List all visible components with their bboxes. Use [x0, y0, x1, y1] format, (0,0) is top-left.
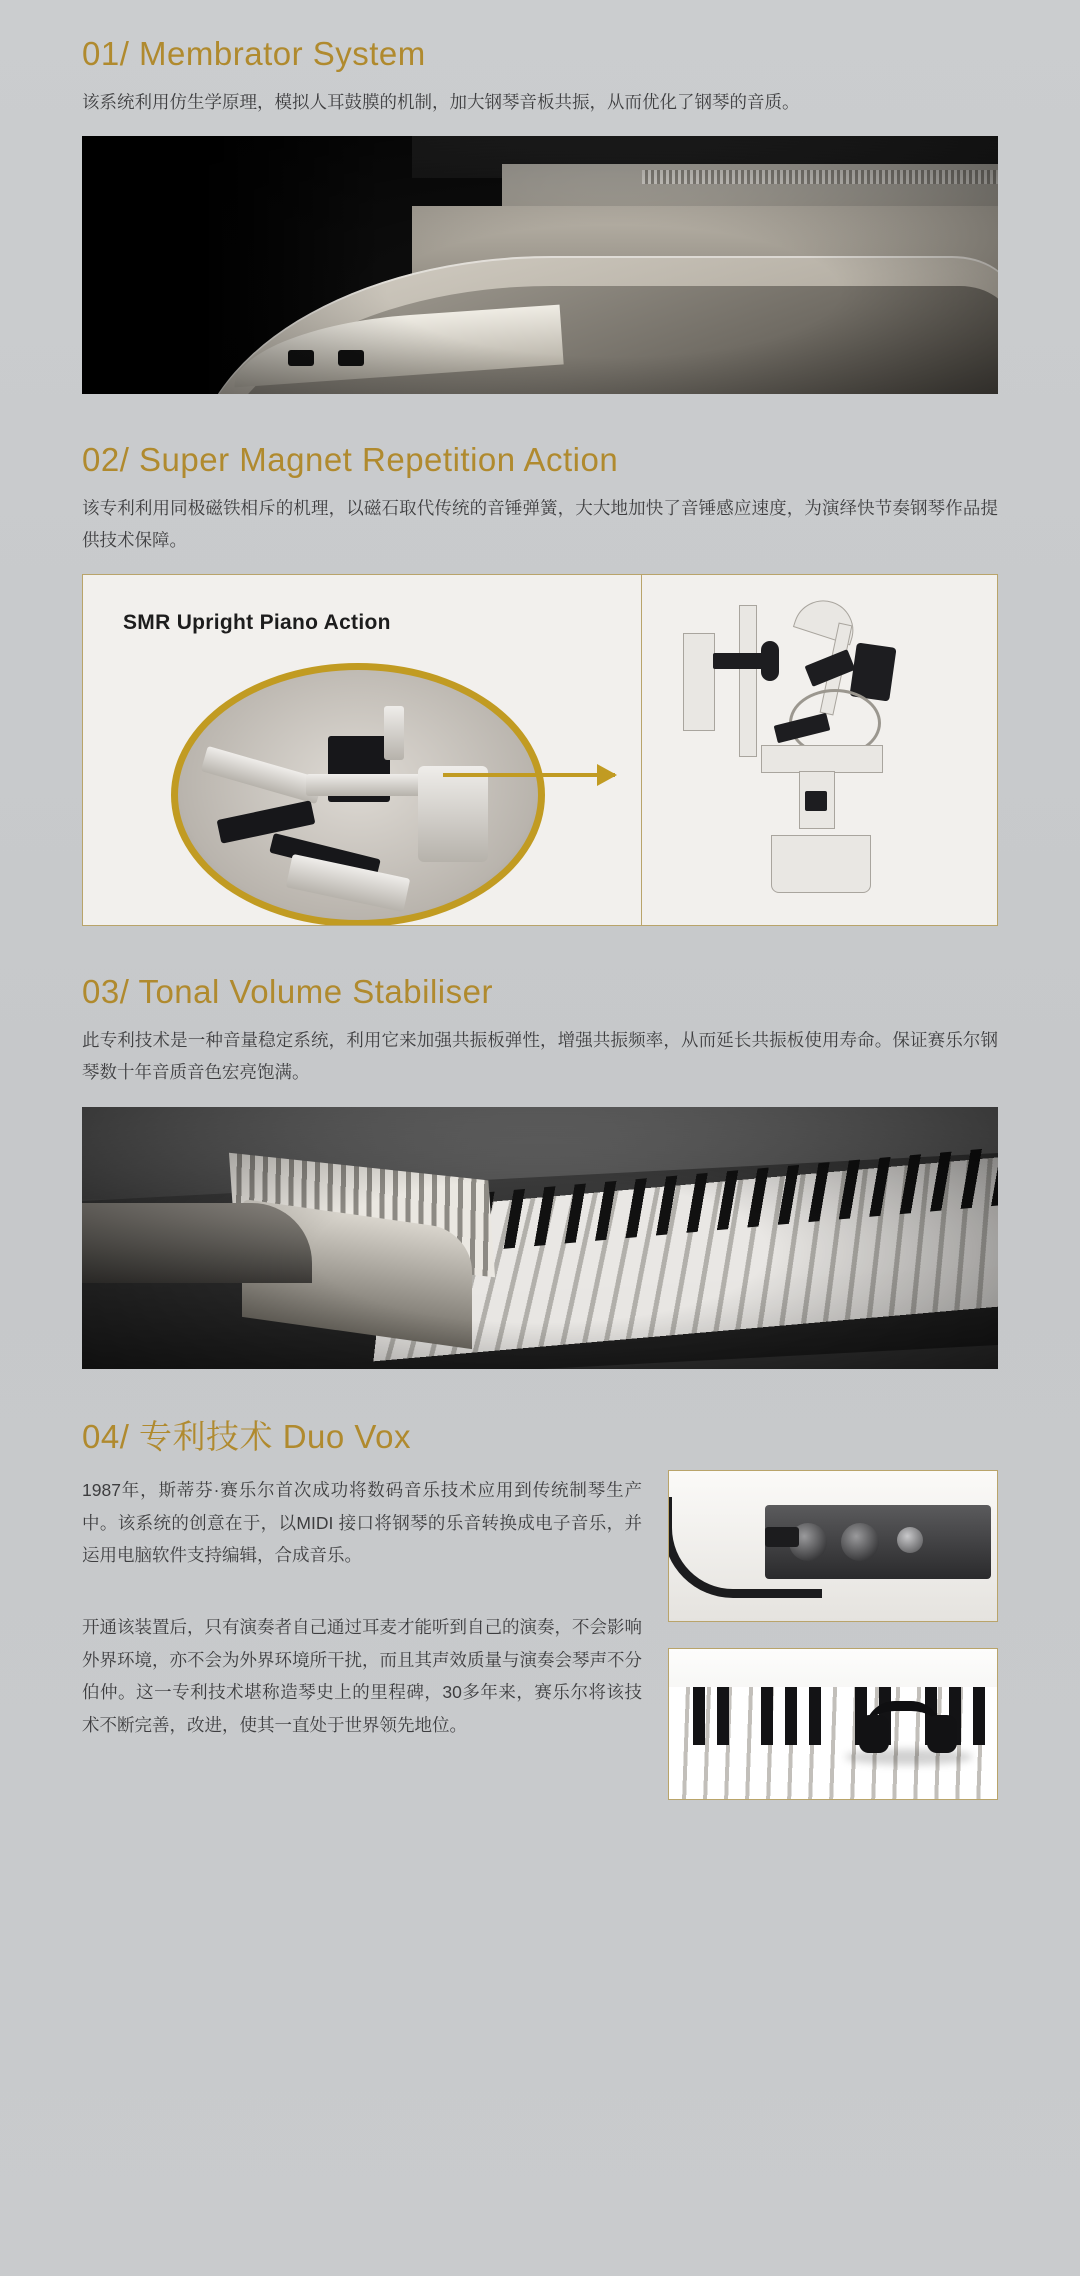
section-04-image-column — [668, 1470, 998, 1800]
part-hammer-butt — [418, 766, 488, 862]
section-tonal-volume-stabiliser — [82, 926, 998, 1368]
photo-headphone-cup-right — [927, 1715, 957, 1753]
diagram-arrow-icon — [443, 773, 615, 777]
section-04-paragraph-1: 1987年，斯蒂芬·赛乐尔首次成功将数码音乐技术应用到传统制琴生产中。该系统的创意在于，以MIDI 接口将钢琴的乐音转换成电子音乐，并运用电脑软件支持编辑，合成音乐。 — [82, 1480, 642, 1565]
photo-key-black-4 — [785, 1687, 797, 1745]
photo-plug — [765, 1527, 799, 1547]
photo-key-black-1 — [693, 1687, 705, 1745]
section-01-body: 该系统利用仿生学原理，模拟人耳鼓膜的机制，加大钢琴音板共振，从而优化了钢琴的音质。 — [82, 91, 800, 112]
photo-vignette — [82, 136, 998, 394]
action-rail — [683, 633, 715, 731]
photo-key-black-10 — [973, 1687, 985, 1745]
section-duo-vox — [82, 1369, 998, 1801]
section-membrator-system — [82, 0, 998, 394]
part-lever-1 — [201, 746, 324, 804]
photo-cable — [668, 1497, 822, 1598]
section-02-body: 该专利利用同极磁铁相斥的机理，以磁石取代传统的音锤弹簧，大大地加快了音锤感应速度，为演绎快节奏钢琴作品提供技术保障。 — [82, 497, 998, 550]
photo-jack-2 — [841, 1523, 879, 1561]
photo-key-black-5 — [809, 1687, 821, 1745]
action-hammer-head — [793, 593, 861, 646]
part-black-lever — [217, 801, 316, 844]
part-screw — [384, 706, 404, 760]
diagram-divider — [641, 575, 642, 925]
action-capstan — [805, 791, 827, 811]
diagram-caption: SMR Upright Piano Action — [123, 611, 391, 635]
action-magnet — [761, 641, 779, 681]
photo-key-black-2 — [717, 1687, 729, 1745]
action-rest-rail — [761, 745, 883, 773]
section-04-text-column — [82, 1470, 642, 1758]
section-02-title: 02/ Super Magnet Repetition Action — [82, 440, 619, 478]
section-03-title: 03/ Tonal Volume Stabiliser — [82, 973, 493, 1011]
section-04-paragraph-2: 开通该装置后，只有演奏者自己通过耳麦才能听到自己的演奏，不会影响外界环境，亦不会为外界环境所干扰，而且其声效质量与演奏会琴声不分伯仲。这一专利技术堪称造琴史上的里程碑，30多年来，赛乐尔将该技术不断完善，改进，使其一直处于世界领先地位。 — [82, 1617, 642, 1735]
diagram-magnifier-circle — [171, 663, 545, 926]
section-04-title: 04/ 专利技术 Duo Vox — [82, 1417, 411, 1455]
piano-keys-hammers-photo — [82, 1107, 998, 1369]
photo-key-black-3 — [761, 1687, 773, 1745]
photo-vignette — [82, 1107, 998, 1369]
section-03-body: 此专利技术是一种音量稳定系统，利用它来加强共振板弹性，增强共振频率，从而延长共振板使用寿命。保证赛乐尔钢琴数十年音质音色宏亮饱满。 — [82, 1029, 998, 1083]
soundboard-macro-photo — [82, 136, 998, 394]
smr-action-diagram — [82, 574, 998, 926]
diagram-full-action-illustration — [679, 595, 969, 907]
keyboard-headphones-photo — [668, 1648, 998, 1800]
midi-interface-panel-photo — [668, 1470, 998, 1622]
photo-headphone-cup-left — [859, 1715, 889, 1753]
section-01-title: 01/ Membrator System — [82, 35, 426, 72]
section-super-magnet-repetition-action — [82, 394, 998, 926]
action-post — [739, 605, 757, 757]
action-key-end — [771, 835, 871, 893]
